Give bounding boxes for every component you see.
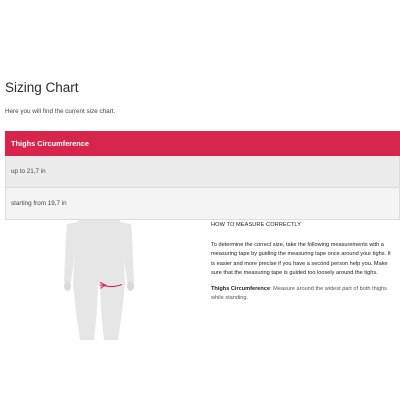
page-title: Sizing Chart bbox=[5, 80, 79, 95]
body-silhouette-illustration bbox=[58, 220, 140, 340]
table-header-thighs-circumference: Thighs Circumference bbox=[6, 132, 400, 156]
table-row bbox=[6, 188, 400, 220]
size-table bbox=[5, 131, 400, 220]
how-to-measure-text: To determine the correct size, take the following measurements with a measuring tape by guiding the measuring tape once around your tighs. It is easier and more precise if you have a second person help you. Make sure that the measuring tape is guided too loosely around the tighs. bbox=[211, 242, 391, 276]
thighs-circumference-note bbox=[211, 285, 395, 303]
intro-text: Here you will find the current size chart. bbox=[5, 108, 116, 115]
table-row bbox=[6, 156, 400, 188]
note-label: Thighs Circumference bbox=[211, 286, 271, 293]
table-cell: up to 21,7 in bbox=[6, 156, 400, 188]
how-to-measure-section bbox=[211, 221, 395, 303]
table-cell: starting from 19,7 in bbox=[6, 188, 400, 220]
table-header-row bbox=[6, 132, 400, 156]
how-to-measure-heading: HOW TO MEASURE CORRECTLY bbox=[211, 222, 302, 228]
note-text: : Measure around the widest part of both thighs while standing. bbox=[211, 286, 387, 302]
